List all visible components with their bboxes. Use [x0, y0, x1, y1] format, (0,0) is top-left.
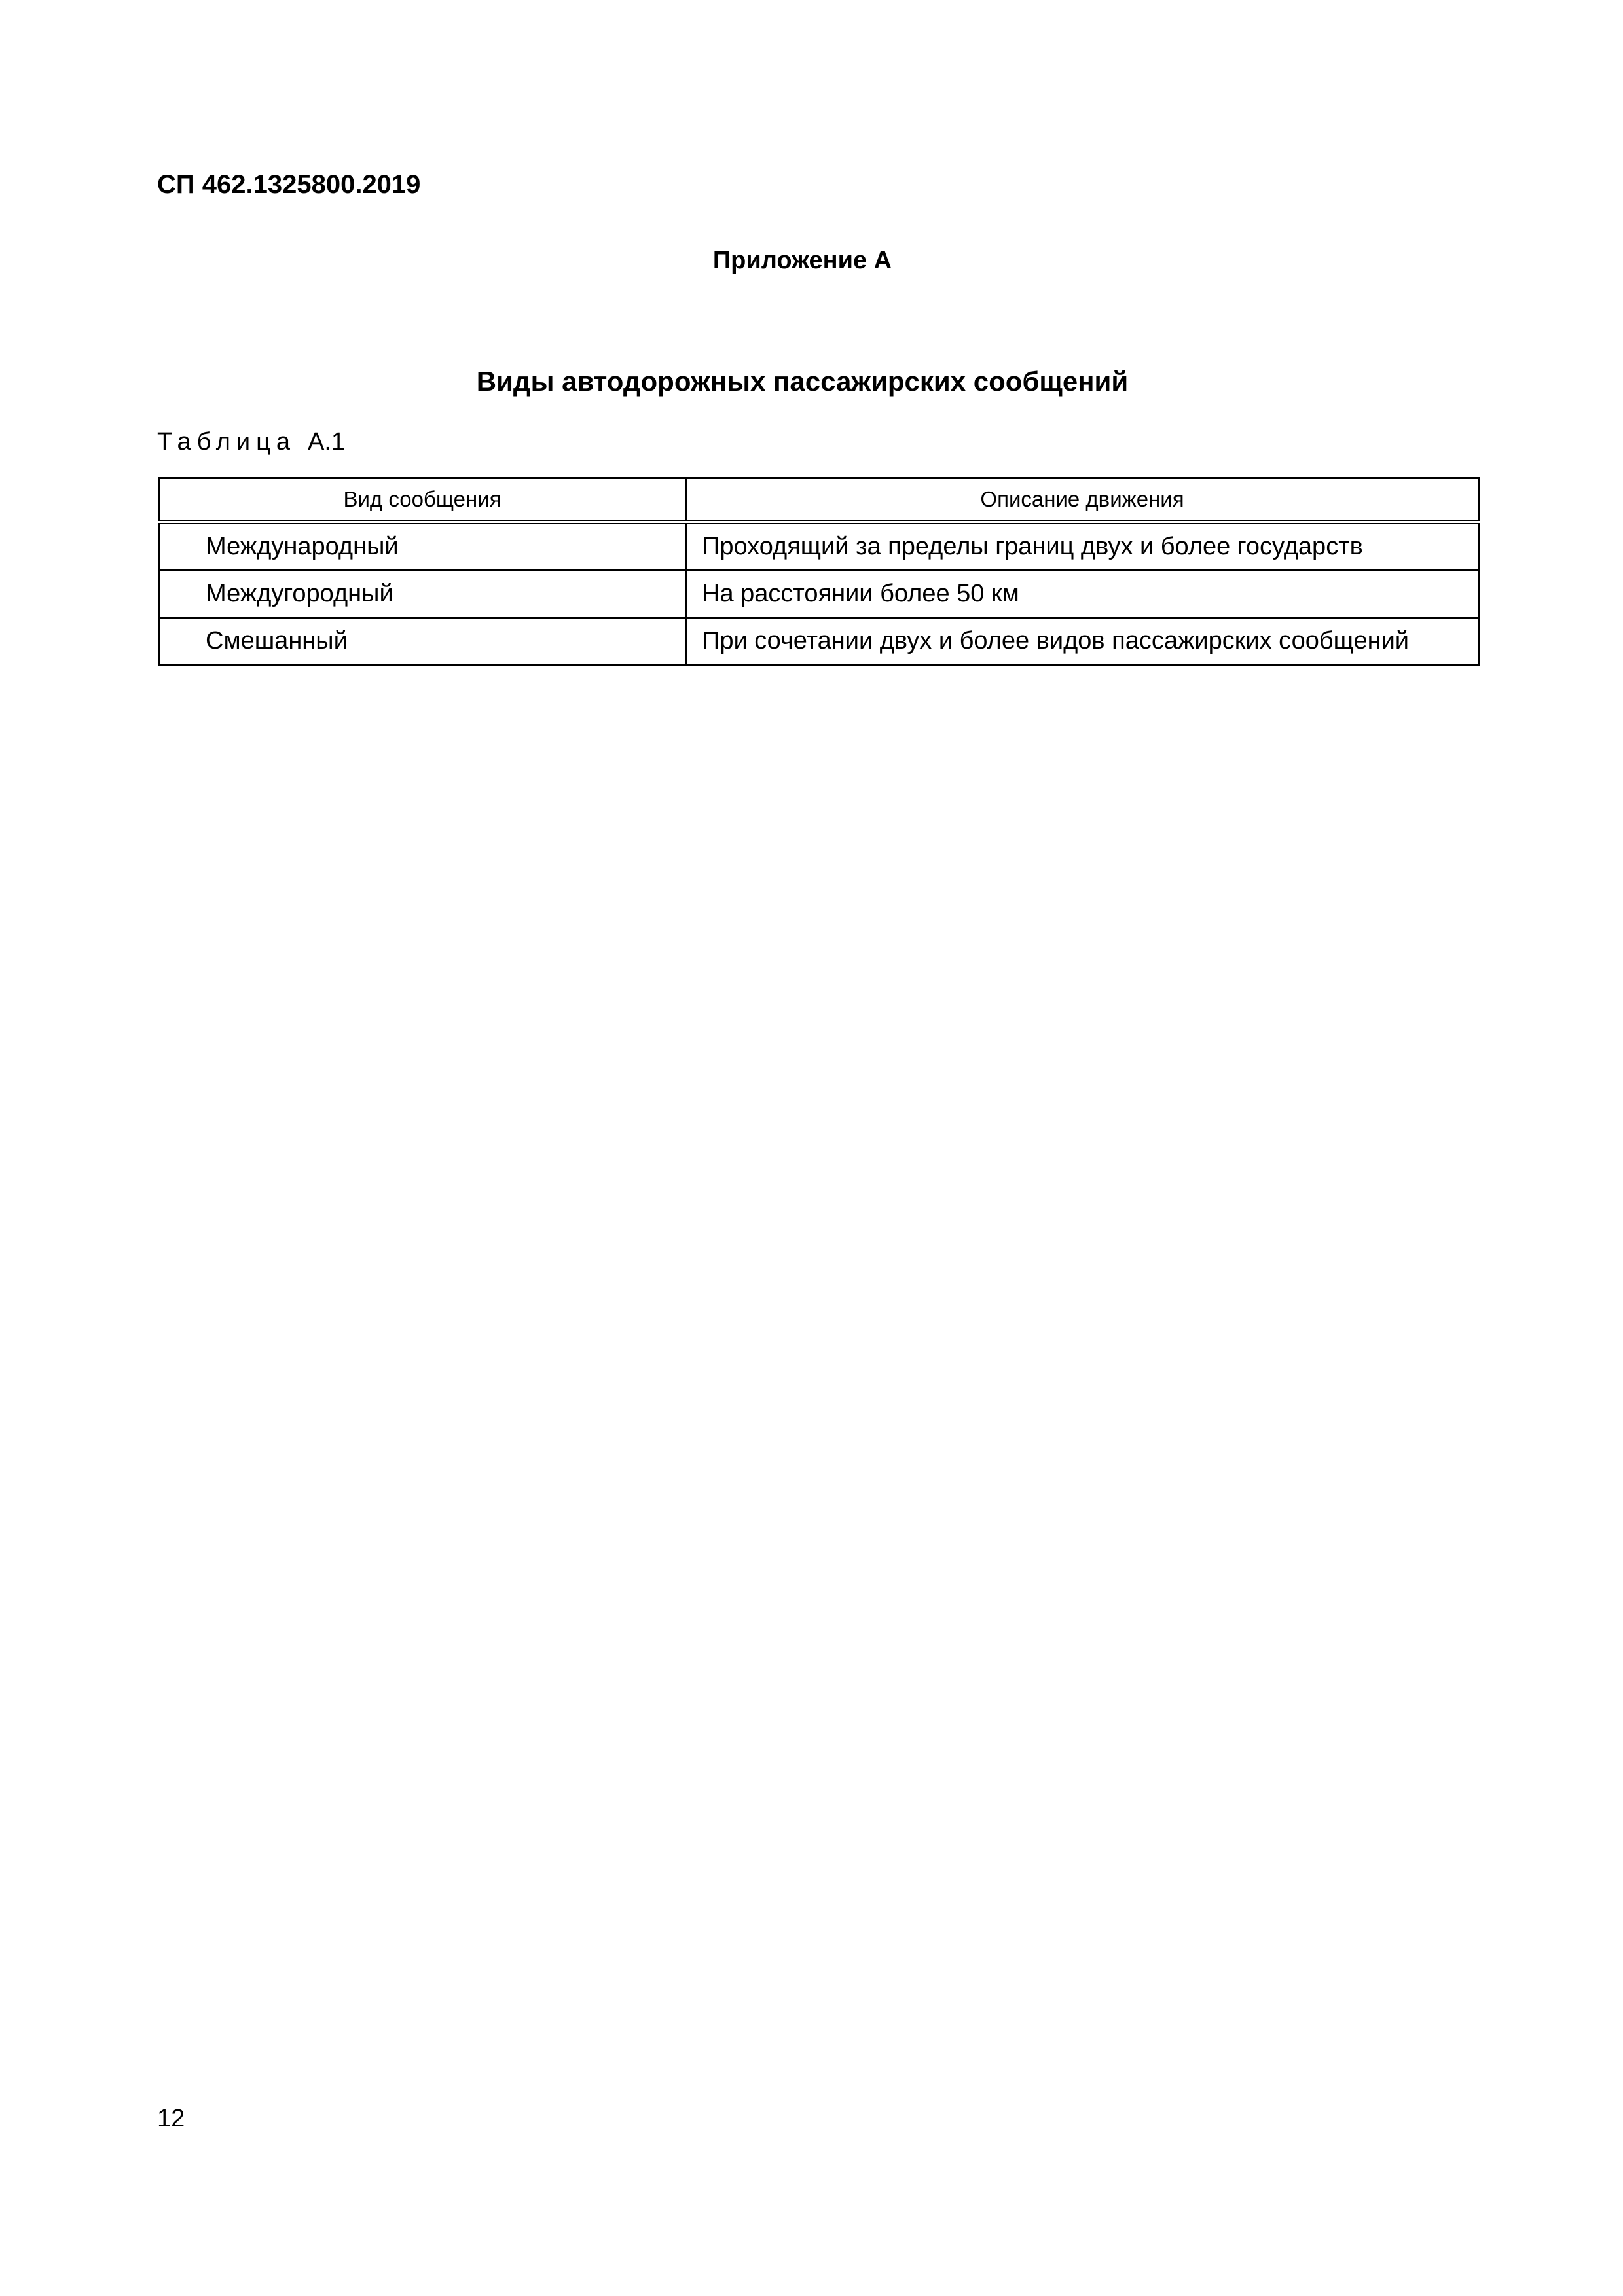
cell-description: Проходящий за пределы границ двух и более государств [686, 522, 1479, 571]
cell-type: Международный [159, 522, 686, 571]
cell-type: Междугородный [159, 571, 686, 618]
appendix-title-text: Виды автодорожных пассажирских сообщений [476, 366, 1129, 397]
column-header-description: Описание движения [686, 478, 1479, 522]
table-header-row [159, 478, 1479, 522]
connection-types-table [158, 477, 1480, 666]
cell-description: На расстоянии более 50 км [686, 571, 1479, 618]
page-number: 12 [157, 2105, 185, 2132]
cell-description: При сочетании двух и более видов пассажирских сообщений [686, 618, 1479, 665]
cell-type: Смешанный [159, 618, 686, 665]
document-code: СП 462.1325800.2019 [157, 170, 421, 199]
table-caption [157, 427, 345, 457]
table-row [159, 522, 1479, 571]
appendix-title [0, 365, 1623, 398]
table-row [159, 618, 1479, 665]
column-header-type: Вид сообщения [159, 478, 686, 522]
table-row [159, 571, 1479, 618]
appendix-label [0, 245, 1623, 276]
table-caption-word: Таблица [157, 428, 296, 456]
appendix-label-text: Приложение А [712, 247, 892, 274]
table-caption-number: А.1 [308, 428, 346, 456]
